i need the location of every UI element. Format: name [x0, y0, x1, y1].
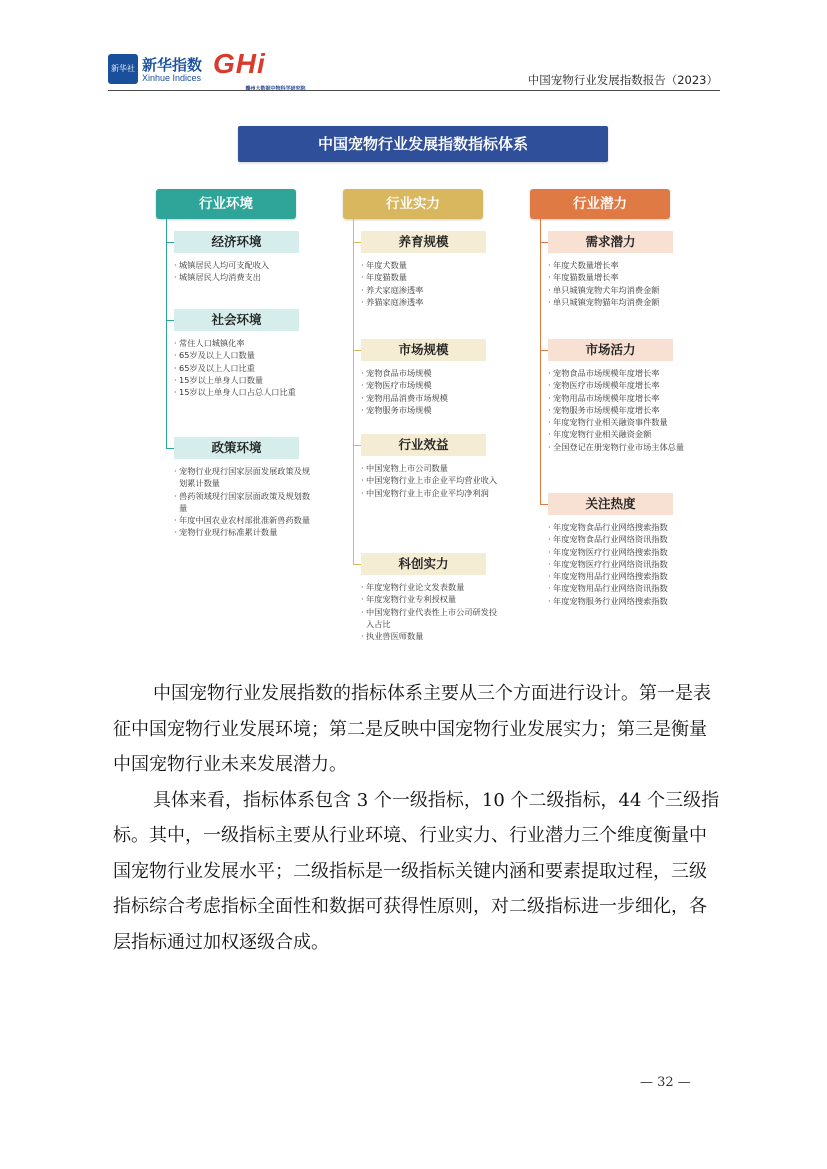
header-divider — [108, 90, 720, 91]
branch-connector — [540, 350, 548, 351]
branch-connector — [353, 350, 361, 351]
level3-indicator: · 年度宠物医疗行业网络搜索指数 — [548, 546, 688, 558]
level3-indicator: · 单只城镇宠物猫年均消费金额 — [548, 296, 688, 308]
branch-connector — [166, 242, 174, 243]
xinhua-indices-logo — [108, 54, 208, 86]
level2-indicator: 市场活力 — [548, 339, 673, 361]
level3-indicator: · 单只城镇宠物犬年均消费金额 — [548, 284, 688, 296]
level3-indicator: · 年度宠物服务行业网络搜索指数 — [548, 595, 688, 607]
ghi-logo-text: GHi — [213, 48, 266, 79]
level3-indicator: · 年度宠物行业相关融资事件数量 — [548, 416, 688, 428]
level3-indicator: · 中国宠物行业代表性上市公司研发投入占比 — [361, 606, 501, 631]
level3-indicator: · 中国宠物上市公司数量 — [361, 462, 501, 474]
branch-connector — [353, 564, 361, 565]
level3-indicator-list — [361, 462, 501, 499]
level3-indicator: · 65岁及以上人口数量 — [174, 349, 314, 361]
level3-indicator: · 城镇居民人均可支配收入 — [174, 259, 314, 271]
ghi-logo — [213, 48, 308, 92]
column-1 — [156, 189, 311, 538]
level1-indicator: 行业环境 — [156, 189, 296, 219]
level3-indicator-list — [361, 581, 501, 642]
level3-indicator-list — [548, 367, 688, 453]
level2-indicator: 社会环境 — [174, 309, 299, 331]
level3-indicator: · 中国宠物行业上市企业平均营业收入 — [361, 474, 501, 486]
page-number: — 32 — — [640, 1075, 691, 1090]
level3-indicator: · 15岁以上单身人口数量 — [174, 374, 314, 386]
level3-indicator: · 养犬家庭渗透率 — [361, 284, 501, 296]
level3-indicator: · 年度宠物行业相关融资金额 — [548, 428, 688, 440]
paragraph: 具体来看，指标体系包含 3 个一级指标，10 个二级指标，44 个三级指标。其中，一级指标主要从行业环境、行业实力、行业潜力三个维度衡量中国宠物行业发展水平；二级指标是一级指标关键内涵和要素提取过程，三级指标综合考虑指标全面性和数据可获得性原则，对二级指标进一步细化，各层指标通过加权逐级合成。 — [113, 789, 720, 953]
tree-connector — [353, 219, 354, 564]
level3-indicator: · 15岁以上单身人口占总人口比重 — [174, 386, 314, 398]
level3-indicator: · 执业兽医师数量 — [361, 630, 501, 642]
level3-indicator: · 宠物服务市场规模 — [361, 404, 501, 416]
report-title: 中国宠物行业发展指数报告（2023） — [527, 73, 718, 87]
indicator-system-diagram — [150, 120, 685, 650]
level3-indicator: · 年度宠物行业论文发表数量 — [361, 581, 501, 593]
level3-indicator-list — [548, 521, 688, 607]
ghi-logo-subtitle: 赣州大数据中物科学研究院 — [245, 86, 306, 92]
level3-indicator: · 宠物医疗市场规模 — [361, 379, 501, 391]
level3-indicator-list — [174, 337, 314, 398]
level3-indicator: · 宠物行业现行国家层面发展政策及规划累计数量 — [174, 465, 314, 490]
branch-connector — [540, 242, 548, 243]
level3-indicator: · 年度宠物用品行业网络资讯指数 — [548, 582, 688, 594]
level3-indicator: · 年度宠物医疗行业网络资讯指数 — [548, 558, 688, 570]
xinhua-badge-icon: 新华社 — [108, 54, 138, 84]
level2-indicator: 关注热度 — [548, 493, 673, 515]
level3-indicator: · 年度宠物食品行业网络搜索指数 — [548, 521, 688, 533]
level3-indicator: · 宠物服务市场规模年度增长率 — [548, 404, 688, 416]
column-2 — [343, 189, 498, 642]
level3-indicator: · 宠物行业现行标准累计数量 — [174, 526, 314, 538]
level3-indicator: · 年度中国农业农村部批准新兽药数量 — [174, 514, 314, 526]
level3-indicator: · 城镇居民人均消费支出 — [174, 271, 314, 283]
branch-connector — [166, 320, 174, 321]
level3-indicator-list — [174, 465, 314, 539]
level3-indicator: · 宠物用品消费市场规模 — [361, 392, 501, 404]
level3-indicator-list — [361, 259, 501, 308]
level1-indicator: 行业实力 — [343, 189, 483, 219]
branch-connector — [166, 448, 174, 449]
level3-indicator: · 宠物用品市场规模年度增长率 — [548, 392, 688, 404]
level2-indicator: 市场规模 — [361, 339, 486, 361]
level3-indicator-list — [548, 259, 688, 308]
level3-indicator-list — [361, 367, 501, 416]
page-header — [108, 48, 720, 90]
level3-indicator: · 65岁及以上人口比重 — [174, 362, 314, 374]
column-3 — [530, 189, 685, 606]
level3-indicator: · 养猫家庭渗透率 — [361, 296, 501, 308]
level3-indicator: · 常住人口城镇化率 — [174, 337, 314, 349]
branch-connector — [540, 504, 548, 505]
level3-indicator: · 年度宠物行业专利授权量 — [361, 593, 501, 605]
branch-connector — [353, 242, 361, 243]
level3-indicator: · 年度宠物用品行业网络搜索指数 — [548, 570, 688, 582]
level2-indicator: 行业效益 — [361, 434, 486, 456]
tree-connector — [540, 219, 541, 504]
level3-indicator: · 宠物食品市场规模年度增长率 — [548, 367, 688, 379]
level3-indicator: · 全国登记在册宠物行业市场主体总量 — [548, 441, 688, 453]
level3-indicator: · 年度猫数量 — [361, 271, 501, 283]
level2-indicator: 科创实力 — [361, 553, 486, 575]
level3-indicator: · 年度猫数量增长率 — [548, 271, 688, 283]
level1-indicator: 行业潜力 — [530, 189, 670, 219]
diagram-title: 中国宠物行业发展指数指标体系 — [238, 126, 608, 162]
level3-indicator: · 年度犬数量 — [361, 259, 501, 271]
xinhua-logo-en: Xinhue Indices — [142, 73, 202, 83]
tree-connector — [166, 219, 167, 448]
level2-indicator: 养育规模 — [361, 231, 486, 253]
level3-indicator: · 中国宠物行业上市企业平均净利润 — [361, 487, 501, 499]
level2-indicator: 需求潜力 — [548, 231, 673, 253]
level2-indicator: 政策环境 — [174, 437, 299, 459]
branch-connector — [353, 445, 361, 446]
level3-indicator: · 兽药领域现行国家层面政策及规划数量 — [174, 490, 314, 515]
paragraph: 中国宠物行业发展指数的指标体系主要从三个方面进行设计。第一是表征中国宠物行业发展环境；第二是反映中国宠物行业发展实力；第三是衡量中国宠物行业未来发展潜力。 — [113, 683, 711, 775]
xinhua-logo-cn: 新华指数 — [142, 56, 203, 74]
level3-indicator: · 年度宠物食品行业网络资讯指数 — [548, 533, 688, 545]
level3-indicator: · 宠物食品市场规模 — [361, 367, 501, 379]
level2-indicator: 经济环境 — [174, 231, 299, 253]
level3-indicator: · 年度犬数量增长率 — [548, 259, 688, 271]
level3-indicator: · 宠物医疗市场规模年度增长率 — [548, 379, 688, 391]
body-text — [113, 676, 723, 960]
level3-indicator-list — [174, 259, 314, 284]
